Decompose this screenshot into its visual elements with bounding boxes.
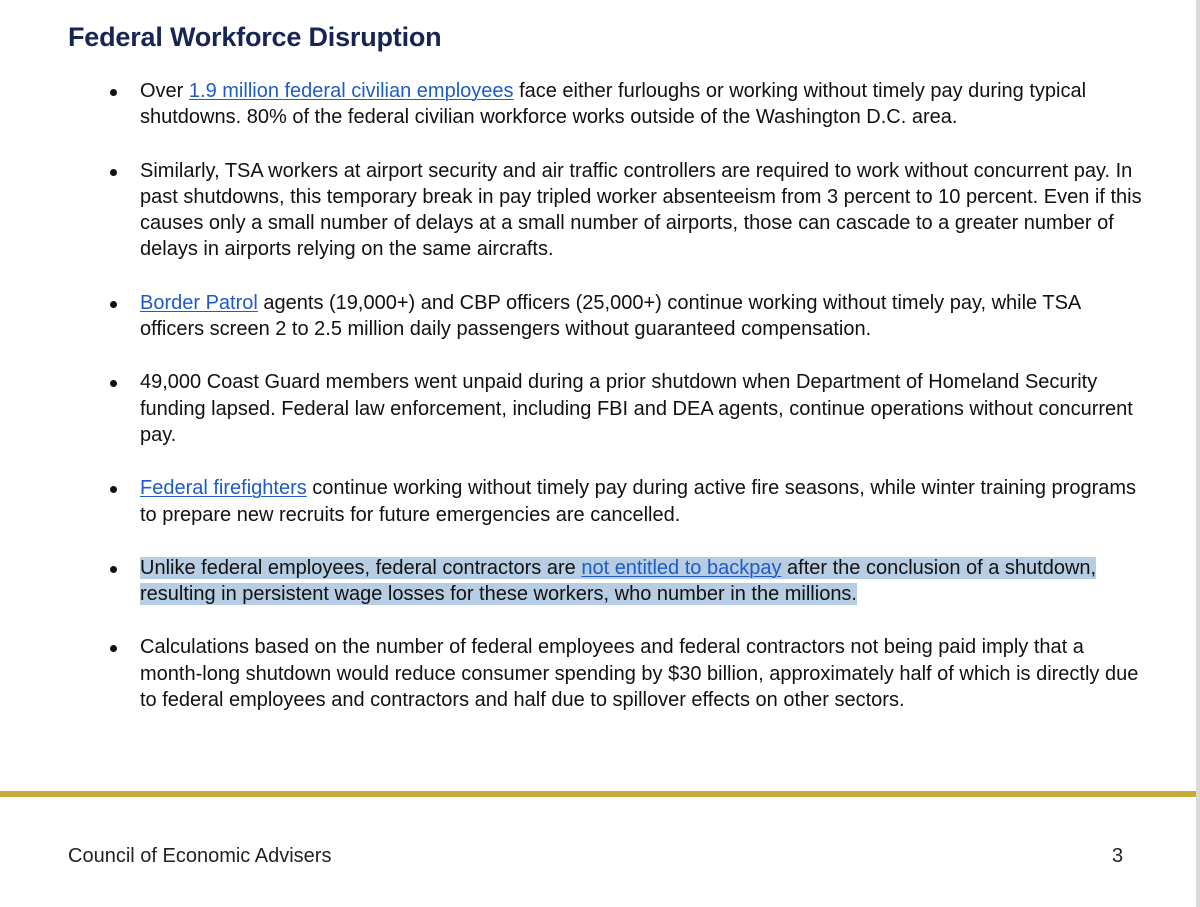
bullet-dot-icon — [110, 645, 117, 652]
bullet-text: Over — [140, 80, 189, 102]
bullet-text: continue working without timely pay during active fire seasons, while winter training programs to prepare new recruits for future emergencies are cancelled. — [140, 477, 1137, 526]
bullet-text: face either furloughs or working without timely pay during typical shutdowns. 80% of the federal civilian workforce works outside of the Washington D.C. area. — [140, 80, 1087, 129]
bullet-dot-icon — [110, 301, 117, 308]
bullet-item-border-patrol — [104, 290, 1144, 343]
bullet-dot-icon — [110, 169, 117, 176]
section-heading: Federal Workforce Disruption — [68, 22, 442, 52]
link-not-entitled-to-backpay[interactable]: not entitled to backpay — [581, 556, 782, 579]
page-number: 3 — [1112, 845, 1124, 867]
bullet-item-consumer-spending — [104, 634, 1144, 713]
footer-organization: Council of Economic Advisers — [68, 845, 332, 867]
bullet-item-coast-guard — [104, 369, 1144, 448]
bullet-text: after the conclusion of a shutdown, resulting in persistent wage losses for these workers, who number in the millions. — [140, 556, 1097, 606]
page-edge — [1196, 0, 1200, 907]
footer-divider — [0, 791, 1196, 797]
bullet-item-firefighters — [104, 475, 1144, 528]
bullet-dot-icon — [110, 486, 117, 493]
bullet-text: Unlike federal employees, federal contractors are — [140, 556, 582, 579]
bullet-text: Similarly, TSA workers at airport security and air traffic controllers are required to work without concurrent pay. In past shutdowns, this temporary break in pay tripled worker absenteeism from 3 percent to 10 percent. Even if this causes only a small number of delays at a small number of airports, those can cascade to a greater number of delays in airports relying on the same aircrafts. — [140, 159, 1142, 261]
bullet-item-contractors — [104, 555, 1144, 608]
highlighted-selection[interactable] — [140, 557, 1096, 605]
bullet-text: agents (19,000+) and CBP officers (25,000+) continue working without timely pay, while TSA officers screen 2 to 2.5 million daily passengers without guaranteed compensation. — [140, 291, 1081, 341]
bullet-text: Calculations based on the number of federal employees and federal contractors not being paid imply that a month-long shutdown would reduce consumer spending by $30 billion, approximately half of which is directly due to federal employees and contractors and half due to spillover effects on other sectors. — [140, 636, 1139, 712]
bullet-text: 49,000 Coast Guard members went unpaid during a prior shutdown when Department of Homeland Security funding lapsed. Federal law enforcement, including FBI and DEA agents, continue operations without concurrent pay. — [140, 371, 1133, 446]
bullet-dot-icon — [110, 380, 117, 387]
bullet-item-furloughs — [104, 78, 1144, 131]
bullet-dot-icon — [110, 89, 117, 96]
link-border-patrol[interactable]: Border Patrol — [140, 291, 258, 314]
bullet-list — [104, 78, 1144, 740]
link-federal-civilian-employees[interactable]: 1.9 million federal civilian employees — [188, 80, 514, 102]
bullet-item-tsa-air-traffic — [104, 158, 1144, 263]
link-federal-firefighters[interactable]: Federal firefighters — [140, 477, 307, 500]
bullet-dot-icon — [110, 566, 117, 573]
